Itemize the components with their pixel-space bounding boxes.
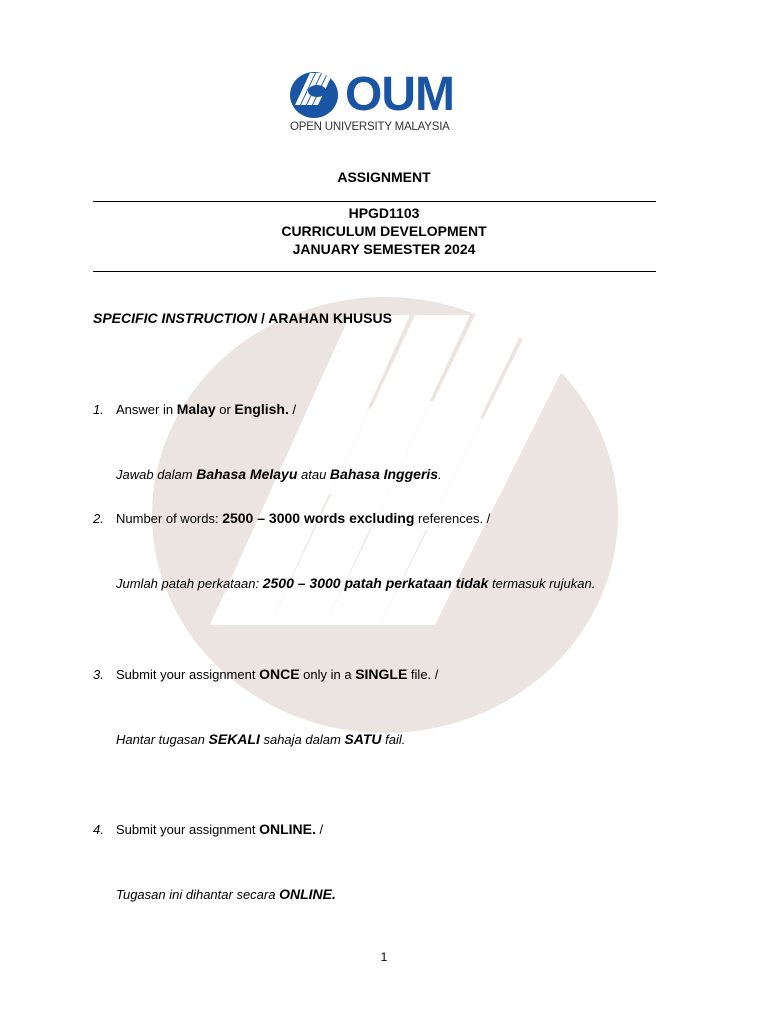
instruction-4-english: Submit your assignment ONLINE. / [116, 821, 324, 837]
logo-tagline: OPEN UNIVERSITY MALAYSIA [290, 121, 450, 133]
instruction-4-malay: Tugasan ini dihantar secara ONLINE. [116, 886, 336, 902]
instruction-number: 2. [93, 511, 104, 526]
divider-top [93, 201, 656, 202]
semester: JANUARY SEMESTER 2024 [292, 241, 476, 257]
section-heading [93, 310, 392, 326]
instruction-1-english: Answer in Malay or English. / [116, 401, 297, 417]
instruction-number: 3. [93, 667, 104, 682]
course-code: HPGD1103 [348, 205, 420, 221]
oum-logo [289, 69, 463, 137]
instruction-2-english: Number of words: 2500 – 3000 words excluding references. / [116, 510, 491, 526]
page-number: 1 [380, 950, 388, 964]
instruction-1-malay: Jawab dalam Bahasa Melayu atau Bahasa Inggeris. [116, 466, 442, 482]
instruction-number: 4. [93, 822, 104, 837]
heading-english: SPECIFIC INSTRUCTION [93, 310, 258, 326]
instruction-3-malay: Hantar tugasan SEKALI sahaja dalam SATU fail. [116, 731, 406, 747]
logo-wordmark: OUM [345, 68, 454, 121]
instruction-3-english: Submit your assignment ONCE only in a SINGLE file. / [116, 666, 439, 682]
instruction-2-malay: Jumlah patah perkataan: 2500 – 3000 patah perkataan tidak termasuk rujukan. [116, 575, 596, 591]
heading-malay: / ARAHAN KHUSUS [257, 310, 392, 326]
course-name: CURRICULUM DEVELOPMENT [281, 223, 487, 239]
divider-bottom [93, 271, 656, 272]
document-title: ASSIGNMENT [337, 169, 431, 185]
instruction-number: 1. [93, 402, 104, 417]
oum-globe-icon [289, 71, 339, 119]
